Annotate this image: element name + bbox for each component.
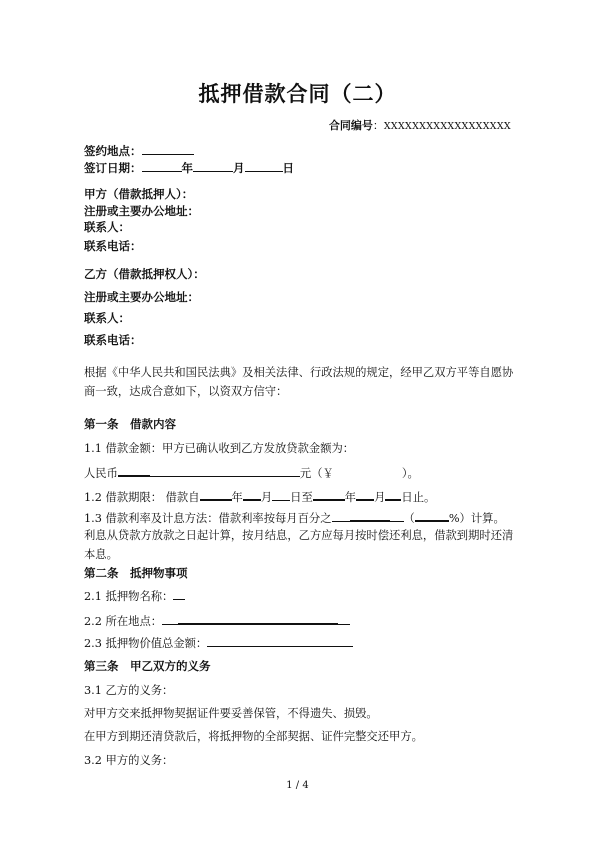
- clause-1-3-continued: 利息从贷款方放款之日起计算，按月结息，乙方应每月按时偿还利息，借款到期时还清本息。: [84, 529, 514, 561]
- collateral-name-label: 2.1 抵押物名称：: [84, 590, 174, 603]
- sign-date: [84, 160, 294, 176]
- term-start-month: 月: [260, 491, 273, 504]
- clause-2-3: [84, 635, 353, 651]
- rmb-blank: [150, 465, 300, 477]
- sign-place-label: 签约地点：: [84, 144, 142, 158]
- rate-percent-blank: [415, 509, 449, 522]
- party-a-address: 注册或主要办公地址：: [84, 204, 199, 218]
- rate-percent-label: %）计算。: [448, 512, 505, 525]
- collateral-location-label: 2.2 所在地点：: [84, 615, 163, 628]
- article2-heading: 第二条 抵押物事项: [84, 566, 188, 580]
- clause-3-1-p2: 在甲方到期还清贷款后，将抵押物的全部契据、证件完整交还甲方。: [84, 730, 423, 743]
- sign-place-blank: [142, 143, 194, 155]
- document-title: 抵押借款合同（二）: [198, 82, 397, 106]
- party-a-title: 甲方（借款抵押人）：: [84, 187, 194, 201]
- term-end-year: 年: [344, 491, 357, 504]
- sign-place: [84, 143, 194, 159]
- rate-label: 1.3 借款利率及计息方法：借款利率按每月百分之: [84, 512, 332, 525]
- collateral-location-blank-c: [338, 613, 350, 625]
- yuan-close: ）。: [401, 467, 419, 480]
- collateral-location-blank-b: [178, 612, 338, 625]
- collateral-value-label: 2.3 抵押物价值总金额：: [84, 637, 208, 650]
- party-a-contact: 联系人：: [84, 220, 130, 234]
- term-start-day-blank: [272, 489, 290, 501]
- clause-3-2: 3.2 甲方的义务：: [84, 754, 174, 767]
- clause-2-2: [84, 612, 350, 629]
- collateral-value-blank: [207, 635, 353, 647]
- clause-1-1: 1.1 借款金额：甲方已确认收到乙方发放贷款金额为：: [84, 442, 355, 455]
- preamble: 根据《中华人民共和国民法典》及相关法律、行政法规的规定，经甲乙双方平等自愿协商一致，达成合意如下，以资双方信守：: [84, 366, 514, 398]
- contract-number-value: XXXXXXXXXXXXXXXXXX: [383, 121, 511, 132]
- sign-month-blank: [193, 160, 233, 172]
- sign-year-blank: [142, 160, 182, 172]
- rate-paren-open: （: [403, 512, 415, 525]
- term-start-month-blank: [243, 488, 261, 501]
- sign-year-label: 年: [181, 161, 193, 175]
- party-b-phone: 联系电话：: [84, 333, 142, 347]
- sign-day-label: 日: [282, 161, 294, 175]
- clause-1-3: [84, 509, 505, 526]
- contract-number: [329, 117, 511, 133]
- contract-number-colon: ：: [372, 119, 384, 132]
- clause-2-1: [84, 588, 185, 604]
- clause-3-1: 3.1 乙方的义务：: [84, 684, 174, 697]
- sign-date-label: 签订日期：: [84, 161, 142, 175]
- rmb-blank-bold: [118, 464, 150, 477]
- term-start-year: 年: [231, 491, 243, 504]
- term-end-month: 月: [374, 491, 386, 504]
- loan-amount-line: [84, 464, 419, 481]
- rate-blank-a: [332, 510, 350, 522]
- article1-heading: 第一条 借款内容: [84, 417, 176, 431]
- sign-month-label: 月: [233, 161, 245, 175]
- contract-number-label: 合同编号: [328, 119, 373, 132]
- page-number: 1 / 4: [286, 780, 309, 791]
- clause-3-1-p1: 对甲方交来抵押物契据证件要妥善保管，不得遗失、损毁。: [84, 707, 378, 720]
- collateral-location-blank-a: [162, 613, 178, 625]
- party-a-phone: 联系电话：: [84, 239, 142, 253]
- yuan-label: 元（￥: [299, 467, 334, 480]
- term-label: 1.2 借款期限： 借款自: [84, 491, 200, 504]
- collateral-name-blank: [173, 588, 185, 600]
- term-start-year-blank: [200, 488, 232, 501]
- article3-heading: 第三条 甲乙双方的义务: [84, 659, 211, 673]
- term-end: 日止。: [401, 491, 436, 504]
- term-end-year-blank: [313, 488, 345, 501]
- term-day-to: 日至: [290, 491, 313, 504]
- clause-1-2: [84, 488, 435, 505]
- term-end-month-blank: [356, 488, 374, 501]
- term-end-day-blank: [385, 488, 401, 501]
- party-b-address: 注册或主要办公地址：: [84, 290, 199, 304]
- sign-day-blank: [245, 160, 283, 172]
- rate-blank-c: [390, 510, 404, 522]
- rate-blank-b: [350, 509, 390, 522]
- rmb-label: 人民币: [84, 467, 118, 480]
- party-b-contact: 联系人：: [84, 311, 130, 325]
- party-b-title: 乙方（借款抵押权人）：: [84, 267, 205, 281]
